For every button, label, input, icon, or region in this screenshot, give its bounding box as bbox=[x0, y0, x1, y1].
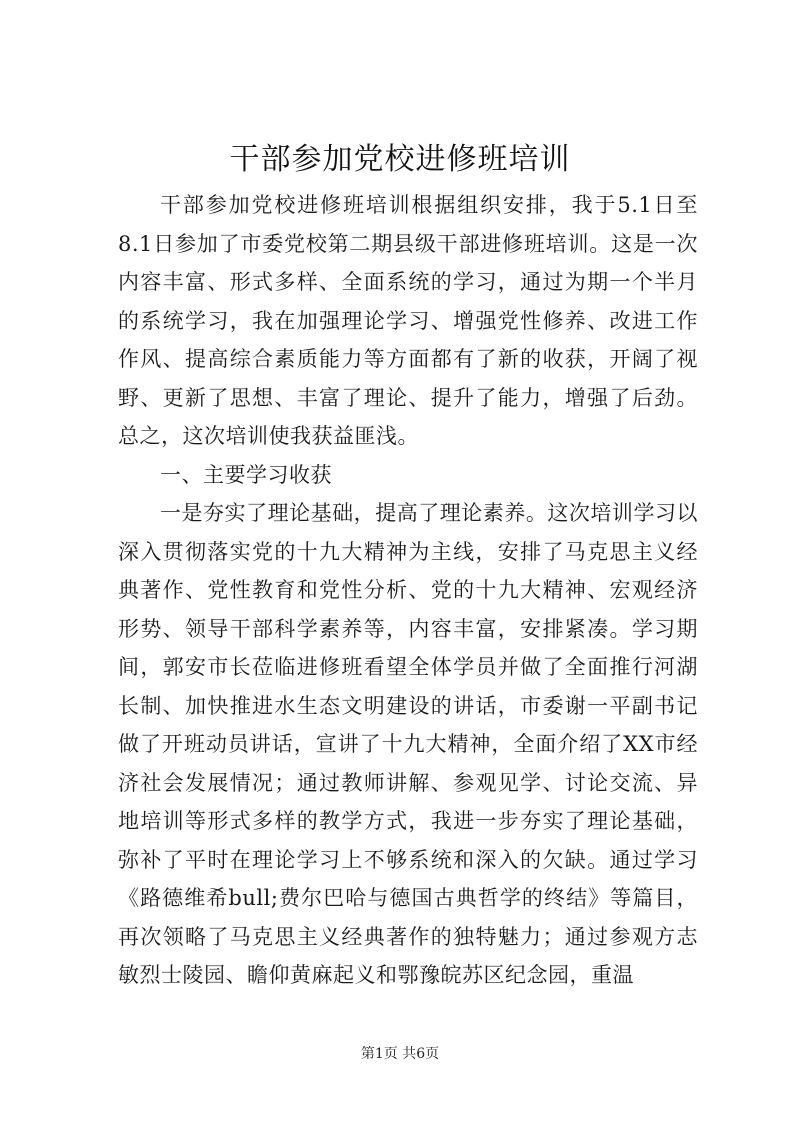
document-title: 干部参加党校进修班培训 bbox=[229, 142, 571, 177]
document-body bbox=[118, 186, 698, 995]
paragraph-theory: 一是夯实了理论基础，提高了理论素养。这次培训学习以深入贯彻落实党的十九大精神为主线，安排了马克思主义经典著作、党性教育和党性分析、党的十九大精神、宏观经济形势、领导干部科学素养等，内容丰富，安排紧凑。学习期间，郭安市长莅临进修班看望全体学员并做了全面推行河湖长制、加快推进水生态文明建设的讲话，市委谢一平副书记做了开班动员讲话，宣讲了十九大精神，全面介绍了XX市经济社会发展情况；通过教师讲解、参观见学、讨论交流、异地培训等形式多样的教学方式，我进一步夯实了理论基础，弥补了平时在理论学习上不够系统和深入的欠缺。通过学习《路德维希bull;费尔巴哈与德国古典哲学的终结》等篇目，再次领略了马克思主义经典著作的独特魅力；通过参观方志敏烈士陵园、瞻仰黄麻起义和鄂豫皖苏区纪念园，重温 bbox=[118, 501, 698, 987]
page-footer: 第1页 共6页 bbox=[360, 1046, 440, 1062]
paragraph-intro: 干部参加党校进修班培训根据组织安排，我于5.1日至8.1日参加了市委党校第二期县级干部进修班培训。这是一次内容丰富、形式多样、全面系统的学习，通过为期一个半月的系统学习，我在加强理论学习、增强党性修养、改进工作作风、提高综合素质能力等方面都有了新的收获，开阔了视野、更新了思想、丰富了理论、提升了能力，增强了后劲。总之，这次培训使我获益匪浅。 bbox=[118, 193, 698, 448]
section-heading: 一、主要学习收获 bbox=[160, 462, 332, 487]
